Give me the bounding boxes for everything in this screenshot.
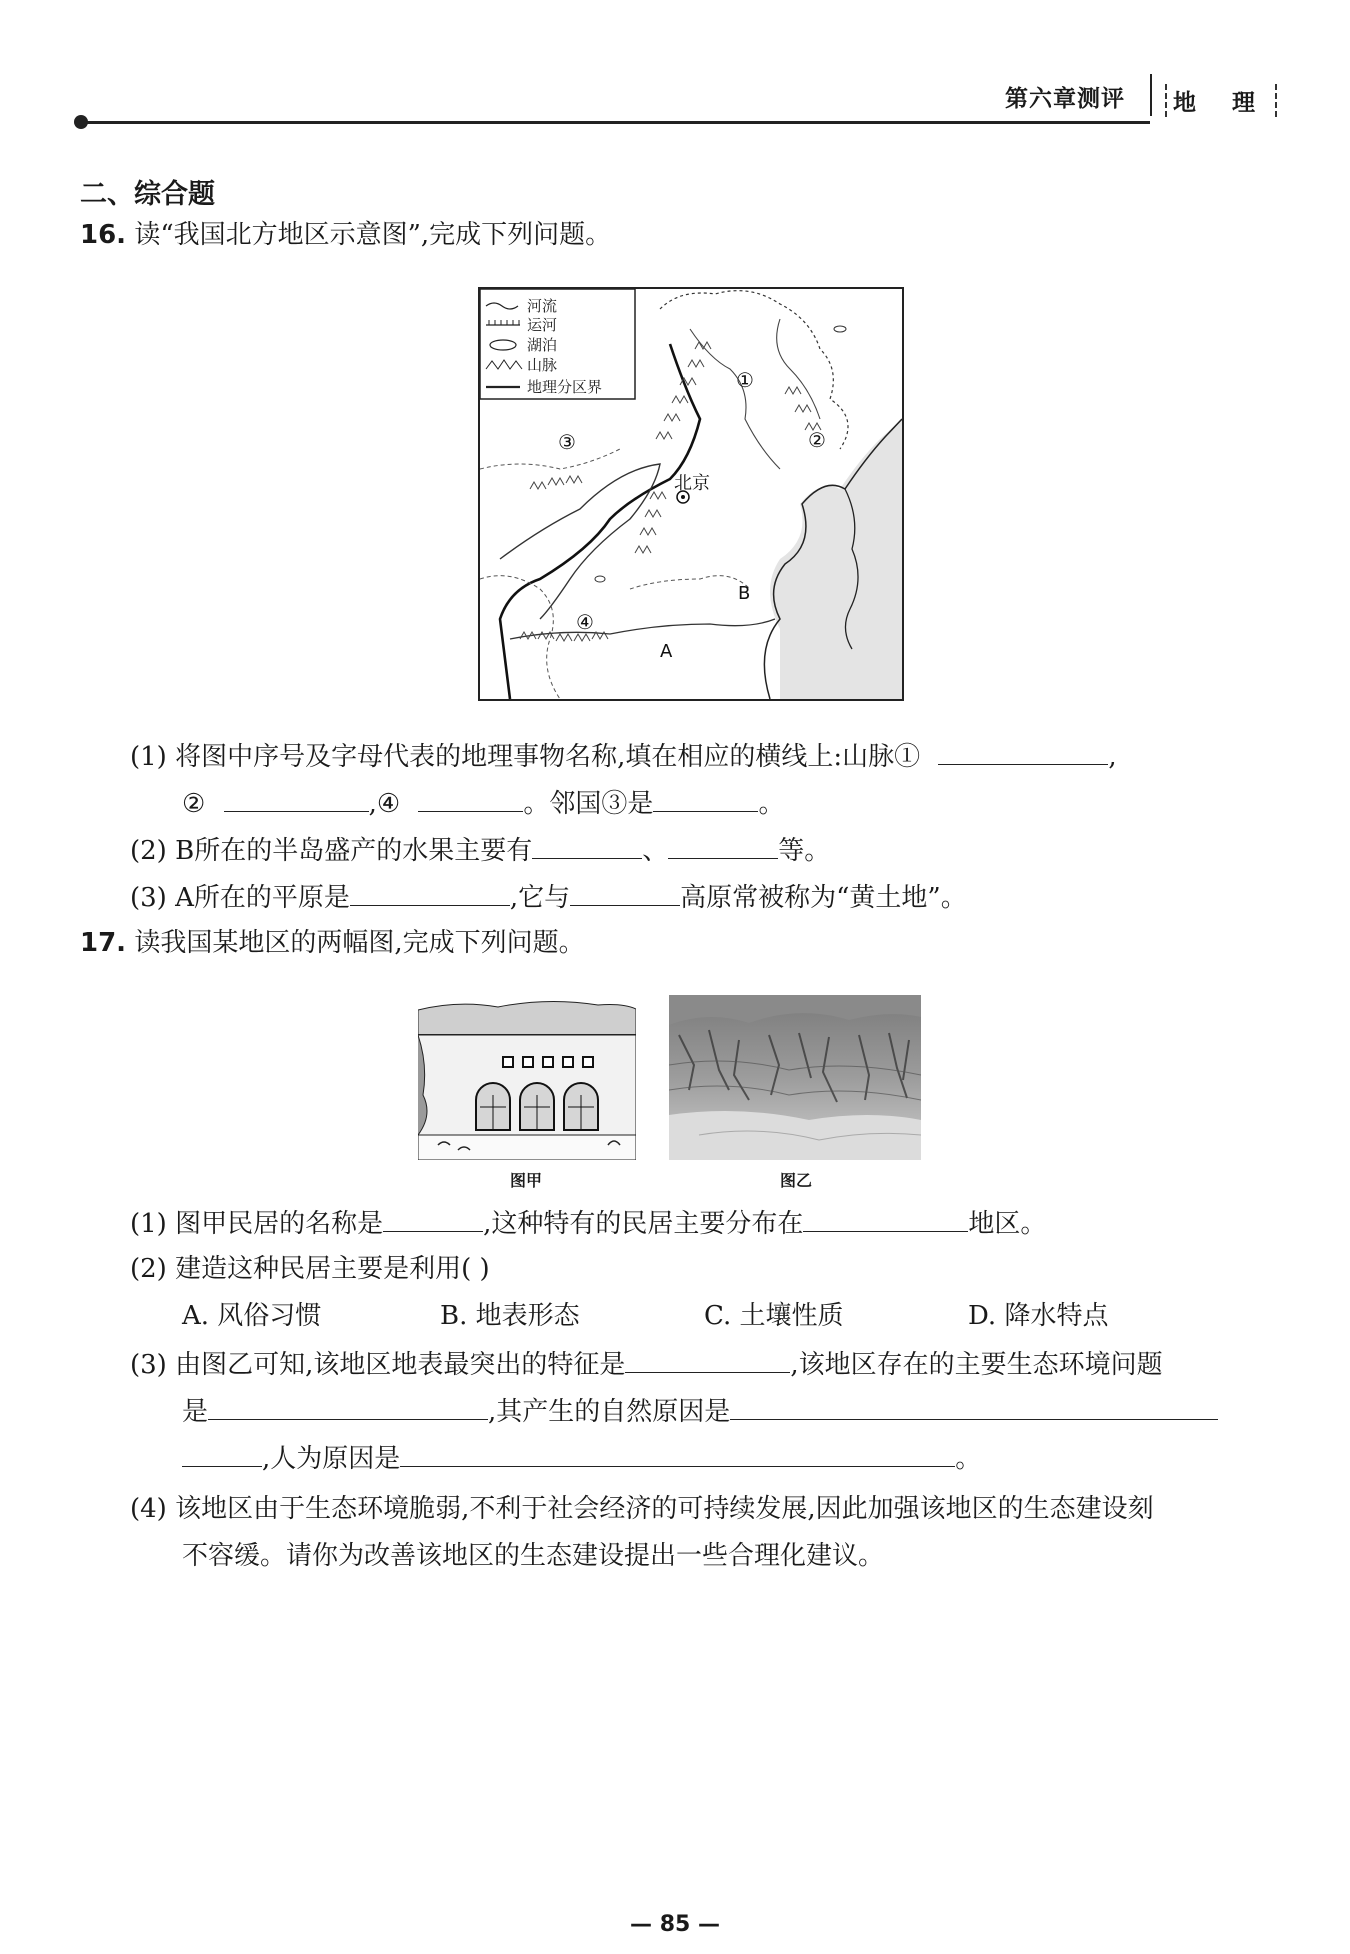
- mountain-range-yinshan: [530, 476, 582, 489]
- sea-area: [770, 419, 902, 699]
- huai-river: [510, 619, 775, 639]
- figure-cave-dwelling: [418, 995, 636, 1160]
- question-16-number: 16.: [80, 220, 127, 250]
- answer-blank-fruit-2[interactable]: [668, 832, 778, 859]
- figure-2-caption: 图乙: [780, 1171, 813, 1190]
- q16-p3-mid: ,它与: [509, 883, 571, 913]
- q17-p3b-mid: ,其产生的自然原因是: [488, 1397, 731, 1427]
- figure-1-caption: 图甲: [510, 1171, 543, 1190]
- figure-loess-landscape: [669, 995, 921, 1160]
- question-17-number: 17.: [80, 928, 127, 958]
- option-d[interactable]: D. 降水特点: [968, 1301, 1109, 1331]
- q16-p1a-end: ,: [1108, 742, 1117, 772]
- answer-blank-mountain-1[interactable]: [938, 738, 1108, 765]
- answer-blank-mountain-4[interactable]: [418, 785, 523, 812]
- map-drawing: [480, 289, 902, 699]
- map-label-beijing: 北京: [674, 473, 710, 494]
- question-17-part-2: (2) 建造这种民居主要是利用( ): [130, 1254, 490, 1284]
- answer-blank-plain[interactable]: [350, 879, 510, 906]
- option-b[interactable]: B. 地表形态: [440, 1301, 580, 1331]
- answer-blank-dwelling-name[interactable]: [383, 1205, 483, 1232]
- map-label-neighbor-3: ③: [558, 430, 576, 454]
- page-number: — 85 —: [630, 1912, 720, 1937]
- lake-1: [834, 326, 846, 332]
- yellow-river: [500, 464, 660, 619]
- question-17-part-3a: [130, 1346, 1163, 1382]
- map-label-mountain-4: ④: [576, 610, 594, 634]
- q17-p3c-text: ,人为原因是: [262, 1444, 401, 1474]
- loess-gully-photo: [669, 995, 921, 1160]
- q16-p1b-end: 。: [758, 789, 785, 819]
- mountain-range-qinling: [520, 632, 608, 641]
- answer-blank-dwelling-region[interactable]: [803, 1205, 968, 1232]
- chapter-title: 第六章测评: [1005, 86, 1125, 112]
- q16-p3-text: (3) A所在的平原是: [130, 883, 350, 913]
- option-c[interactable]: C. 土壤性质: [704, 1301, 844, 1331]
- q17-p3b-text: 是: [182, 1397, 209, 1427]
- legend-canal-label: 运河: [527, 316, 558, 334]
- mountain-range-taihang: [635, 492, 666, 553]
- answer-blank-surface-feature[interactable]: [625, 1346, 790, 1373]
- q16-p3-end: 高原常被称为“黄土地”。: [680, 883, 967, 913]
- answer-blank-eco-problem[interactable]: [208, 1393, 488, 1420]
- cave-dwelling-illustration: [418, 995, 636, 1160]
- q16-p1a-text: (1) 将图中序号及字母代表的地理事物名称,填在相应的横线上:山脉①: [130, 742, 921, 772]
- question-16-part-1b: [182, 785, 784, 821]
- q16-p2-end: 等。: [778, 836, 831, 866]
- songhua-river: [777, 319, 820, 419]
- answer-blank-neighbor-3[interactable]: [653, 785, 758, 812]
- header-rule-dot: [74, 115, 88, 129]
- header-rule: [80, 121, 1150, 124]
- map-label-mountain-2: ②: [808, 428, 826, 452]
- question-17-part-3b: [182, 1393, 1218, 1429]
- question-16-text: 读“我国北方地区示意图”,完成下列问题。: [134, 220, 612, 250]
- question-17-part-1: [130, 1205, 1046, 1241]
- q17-p3a-end: ,该地区存在的主要生态环境问题: [790, 1350, 1163, 1380]
- northeast-river: [690, 329, 780, 469]
- answer-blank-human-cause[interactable]: [400, 1440, 955, 1467]
- q17-p3c-end: 。: [955, 1444, 982, 1474]
- answer-blank-mountain-2[interactable]: [224, 785, 369, 812]
- answer-blank-plateau[interactable]: [570, 879, 680, 906]
- header-separator: [1150, 74, 1152, 116]
- subject-label: 地 理: [1165, 84, 1277, 117]
- legend-boundary-label: 地理分区界: [527, 378, 603, 396]
- province-border-mid: [630, 576, 750, 589]
- question-16-part-2: [130, 832, 830, 868]
- q17-p1-end: 地区。: [968, 1209, 1047, 1239]
- question-17-part-3c: [182, 1440, 981, 1476]
- lake-2: [595, 576, 605, 582]
- q17-p1-mid: ,这种特有的民居主要分布在: [483, 1209, 804, 1239]
- q16-p1b-label-2: ②: [182, 789, 206, 819]
- legend-river-label: 河流: [527, 297, 558, 315]
- north-china-map: [478, 287, 904, 701]
- section-title: 二、综合题: [80, 179, 215, 210]
- option-a[interactable]: A. 风俗习惯: [182, 1301, 322, 1331]
- question-16-part-1a: [130, 738, 1117, 774]
- question-17-part-4a: (4) 该地区由于生态环境脆弱,不利于社会经济的可持续发展,因此加强该地区的生态建设刻: [130, 1494, 1154, 1524]
- question-17-text: 读我国某地区的两幅图,完成下列问题。: [134, 928, 585, 958]
- q16-p1b-neighbor: 。邻国③是: [523, 789, 654, 819]
- q16-p2-sep: 、: [642, 836, 669, 866]
- question-16-stem: [80, 218, 611, 252]
- answer-blank-natural-cause-cont[interactable]: [182, 1440, 262, 1467]
- legend-mountain-label: 山脉: [527, 356, 558, 374]
- map-label-peninsula-B: B: [738, 583, 751, 604]
- national-border-north: [660, 291, 848, 449]
- map-label-mountain-1: ①: [736, 368, 754, 392]
- question-17-part-4b: 不容缓。请你为改善该地区的生态建设提出一些合理化建议。: [182, 1541, 885, 1571]
- mongolia-border: [480, 449, 620, 469]
- q16-p2-text: (2) B所在的半岛盛产的水果主要有: [130, 836, 533, 866]
- question-16-part-3: [130, 879, 967, 915]
- legend-lake-label: 湖泊: [527, 336, 558, 354]
- q16-p1b-label-4: ,④: [368, 789, 401, 819]
- q17-p1-text: (1) 图甲民居的名称是: [130, 1209, 384, 1239]
- answer-blank-natural-cause[interactable]: [730, 1393, 1218, 1420]
- question-17-stem: [80, 926, 585, 960]
- map-label-plain-A: A: [660, 641, 673, 662]
- mountain-range-greater-khingan: [656, 342, 711, 439]
- answer-blank-fruit-1[interactable]: [532, 832, 642, 859]
- q17-p3a-text: (3) 由图乙可知,该地区地表最突出的特征是: [130, 1350, 626, 1380]
